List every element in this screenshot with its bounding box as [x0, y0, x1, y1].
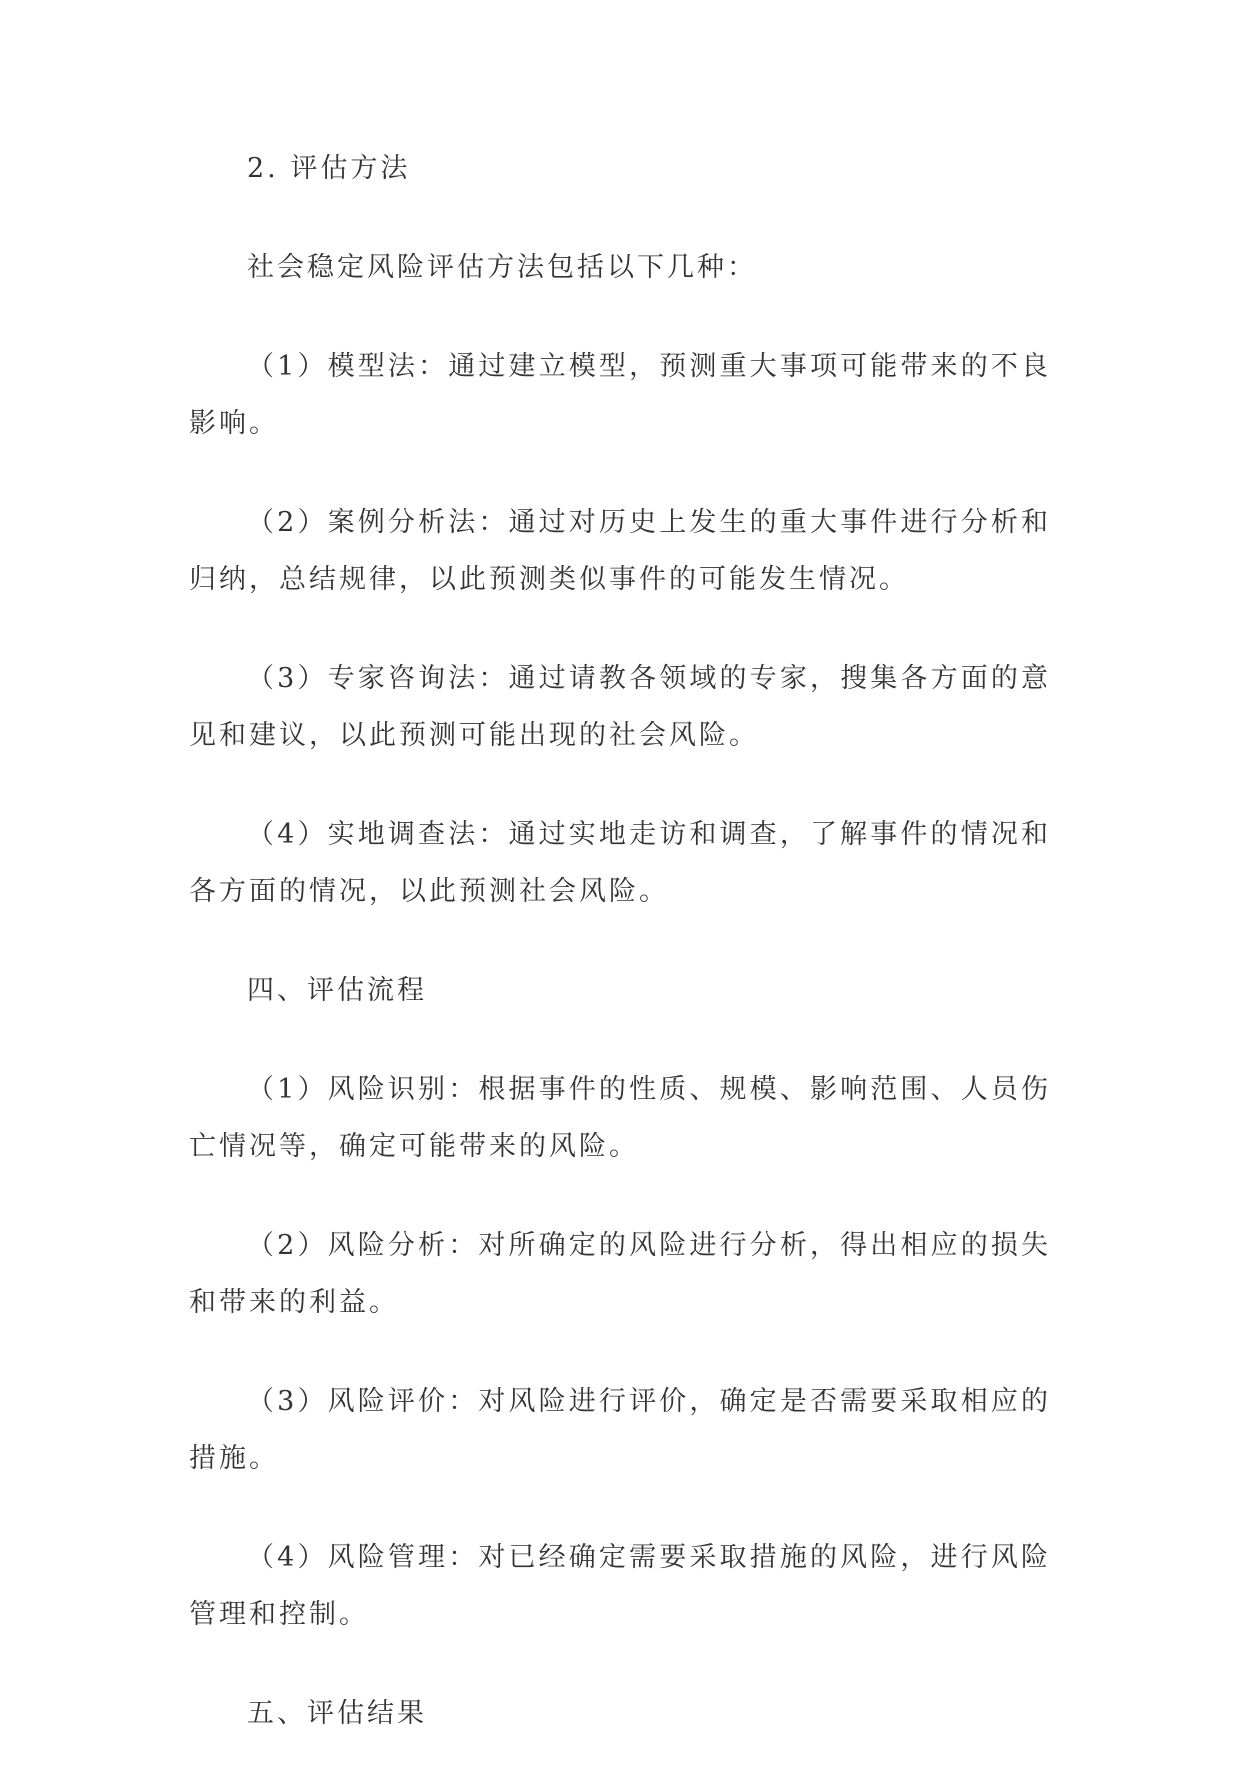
process-item-analysis: （2）风险分析：对所确定的风险进行分析，得出相应的损失和带来的利益。	[189, 1230, 1051, 1318]
process-item-identification: （1）风险识别：根据事件的性质、规模、影响范围、人员伤亡情况等，确定可能带来的风险。	[189, 1074, 1051, 1162]
method-item-expert-consultation: （3）专家咨询法：通过请教各领域的专家，搜集各方面的意见和建议，以此预测可能出现的社会风险。	[189, 663, 1051, 751]
method-item-case-analysis: （2）案例分析法：通过对历史上发生的重大事件进行分析和归纳，总结规律，以此预测类似事件的可能发生情况。	[189, 507, 1051, 595]
process-item-management: （4）风险管理：对已经确定需要采取措施的风险，进行风险管理和控制。	[189, 1542, 1051, 1630]
section-heading-method: 2. 评估方法	[247, 153, 411, 184]
process-item-evaluation: （3）风险评价：对风险进行评价，确定是否需要采取相应的措施。	[189, 1386, 1051, 1474]
method-item-field-survey: （4）实地调查法：通过实地走访和调查，了解事件的情况和各方面的情况，以此预测社会风险。	[189, 819, 1051, 907]
section-heading-result: 五、评估结果	[247, 1698, 427, 1729]
method-item-model: （1）模型法：通过建立模型，预测重大事项可能带来的不良影响。	[189, 351, 1051, 439]
method-intro-paragraph: 社会稳定风险评估方法包括以下几种：	[247, 252, 757, 283]
section-heading-process: 四、评估流程	[247, 975, 427, 1006]
document-body	[189, 140, 1051, 1784]
